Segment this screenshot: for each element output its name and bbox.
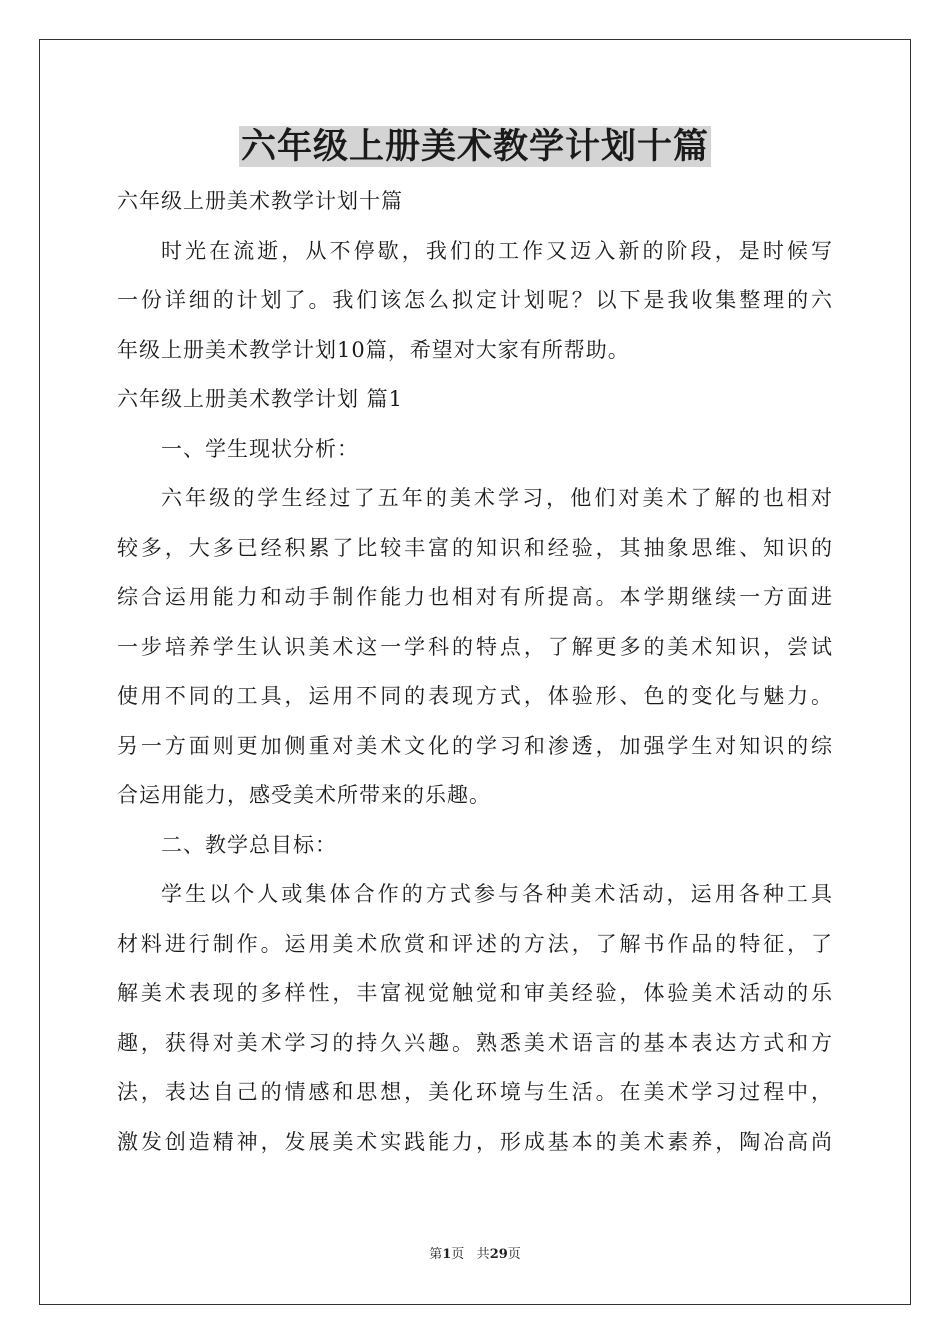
page-footer xyxy=(0,1245,950,1265)
document-title xyxy=(0,122,950,172)
paragraph-line: 材料进行制作。运用美术欣赏和评述的方法，了解书作品的特征，了 xyxy=(117,931,833,956)
paragraph-line: 解美术表现的多样性，丰富视觉触觉和审美经验，体验美术活动的乐 xyxy=(117,981,833,1005)
footer-total-suffix: 页 xyxy=(507,1247,521,1262)
paragraph-line: 六年级上册美术教学计划 篇1 xyxy=(117,387,404,411)
paragraph-line: 合运用能力，感受美术所带来的乐趣。 xyxy=(117,783,491,807)
paragraph-line: 趣，获得对美术学习的持久兴趣。熟悉美术语言的基本表达方式和方 xyxy=(117,1030,833,1055)
paragraph-line: 激发创造精神，发展美术实践能力，形成基本的美术素养，陶冶高尚 xyxy=(117,1129,833,1154)
paragraph-line: 另一方面则更加侧重对美术文化的学习和渗透，加强学生对知识的综 xyxy=(117,733,833,758)
paragraph-line: 较多，大多已经积累了比较丰富的知识和经验，其抽象思维、知识的 xyxy=(117,535,833,560)
paragraph-line: 二、教学总目标： xyxy=(161,832,337,857)
paragraph-line: 六年级上册美术教学计划十篇 xyxy=(117,189,403,213)
footer-page-number: 1 xyxy=(442,1247,452,1262)
footer-page-prefix: 第 xyxy=(429,1247,443,1262)
paragraph-line: 一、学生现状分析： xyxy=(161,436,359,461)
document-body xyxy=(117,177,833,1167)
footer-total-prefix: 共 xyxy=(476,1247,490,1262)
paragraph-line: 一份详细的计划了。我们该怎么拟定计划呢？以下是我收集整理的六 xyxy=(117,288,833,312)
paragraph-line: 法，表达自己的情感和思想，美化环境与生活。在美术学习过程中， xyxy=(117,1080,833,1104)
paragraph-line: 综合运用能力和动手制作能力也相对有所提高。本学期继续一方面进 xyxy=(117,585,833,609)
paragraph-line: 年级上册美术教学计划10篇，希望对大家有所帮助。 xyxy=(117,337,630,362)
paragraph-line: 学生以个人或集体合作的方式参与各种美术活动，运用各种工具 xyxy=(161,882,833,906)
paragraph-line: 六年级的学生经过了五年的美术学习，他们对美术了解的也相对 xyxy=(161,486,833,510)
footer-total-pages: 29 xyxy=(489,1247,508,1262)
paragraph-line: 使用不同的工具，运用不同的表现方式，体验形、色的变化与魅力。 xyxy=(117,684,833,708)
document-title-text: 六年级上册美术教学计划十篇 xyxy=(240,126,709,167)
paragraph-line: 时光在流逝，从不停歇，我们的工作又迈入新的阶段，是时候写 xyxy=(161,238,833,263)
footer-page-suffix: 页 xyxy=(451,1247,465,1262)
paragraph-line: 一步培养学生认识美术这一学科的特点，了解更多的美术知识，尝试 xyxy=(117,634,833,659)
